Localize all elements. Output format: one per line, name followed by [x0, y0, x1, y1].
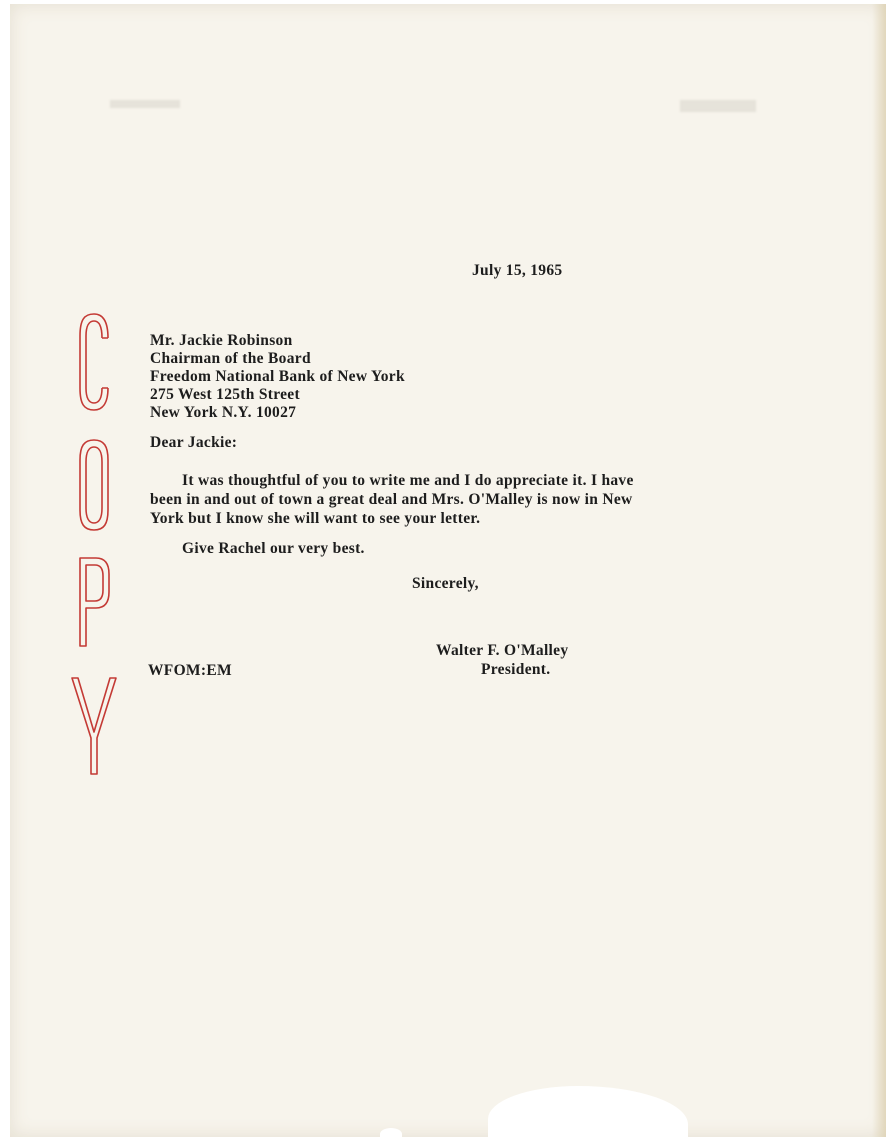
paper-edge-shadow [872, 4, 886, 1137]
torn-edge [488, 1086, 688, 1137]
recipient-name: Mr. Jackie Robinson [150, 332, 293, 349]
body-line: been in and out of town a great deal and Mrs. O'Malley is now in New [150, 491, 633, 508]
copy-stamp-letter-p [80, 558, 109, 646]
recipient-title: Chairman of the Board [150, 350, 311, 367]
copy-stamp [68, 312, 122, 782]
salutation: Dear Jackie: [150, 434, 238, 451]
copy-stamp-letter-c [80, 314, 108, 410]
body-line: It was thoughtful of you to write me and I do appreciate it. I have [182, 472, 634, 489]
torn-edge [380, 1128, 402, 1137]
paper-smudge [680, 100, 756, 112]
recipient-organization: Freedom National Bank of New York [150, 368, 405, 385]
paper-smudge [110, 100, 180, 108]
closing: Sincerely, [412, 575, 479, 592]
letter-page [10, 4, 886, 1137]
recipient-city: New York N.Y. 10027 [150, 404, 297, 421]
signer-title: President. [481, 661, 551, 678]
reference-initials: WFOM:EM [148, 662, 232, 679]
recipient-street: 275 West 125th Street [150, 386, 300, 403]
signer-name: Walter F. O'Malley [436, 642, 569, 659]
postscript-line: Give Rachel our very best. [182, 540, 365, 557]
copy-stamp-letter-y [72, 678, 116, 774]
body-line: York but I know she will want to see your letter. [150, 510, 481, 527]
copy-stamp-letter-o [80, 440, 108, 530]
letter-date: July 15, 1965 [472, 262, 563, 279]
